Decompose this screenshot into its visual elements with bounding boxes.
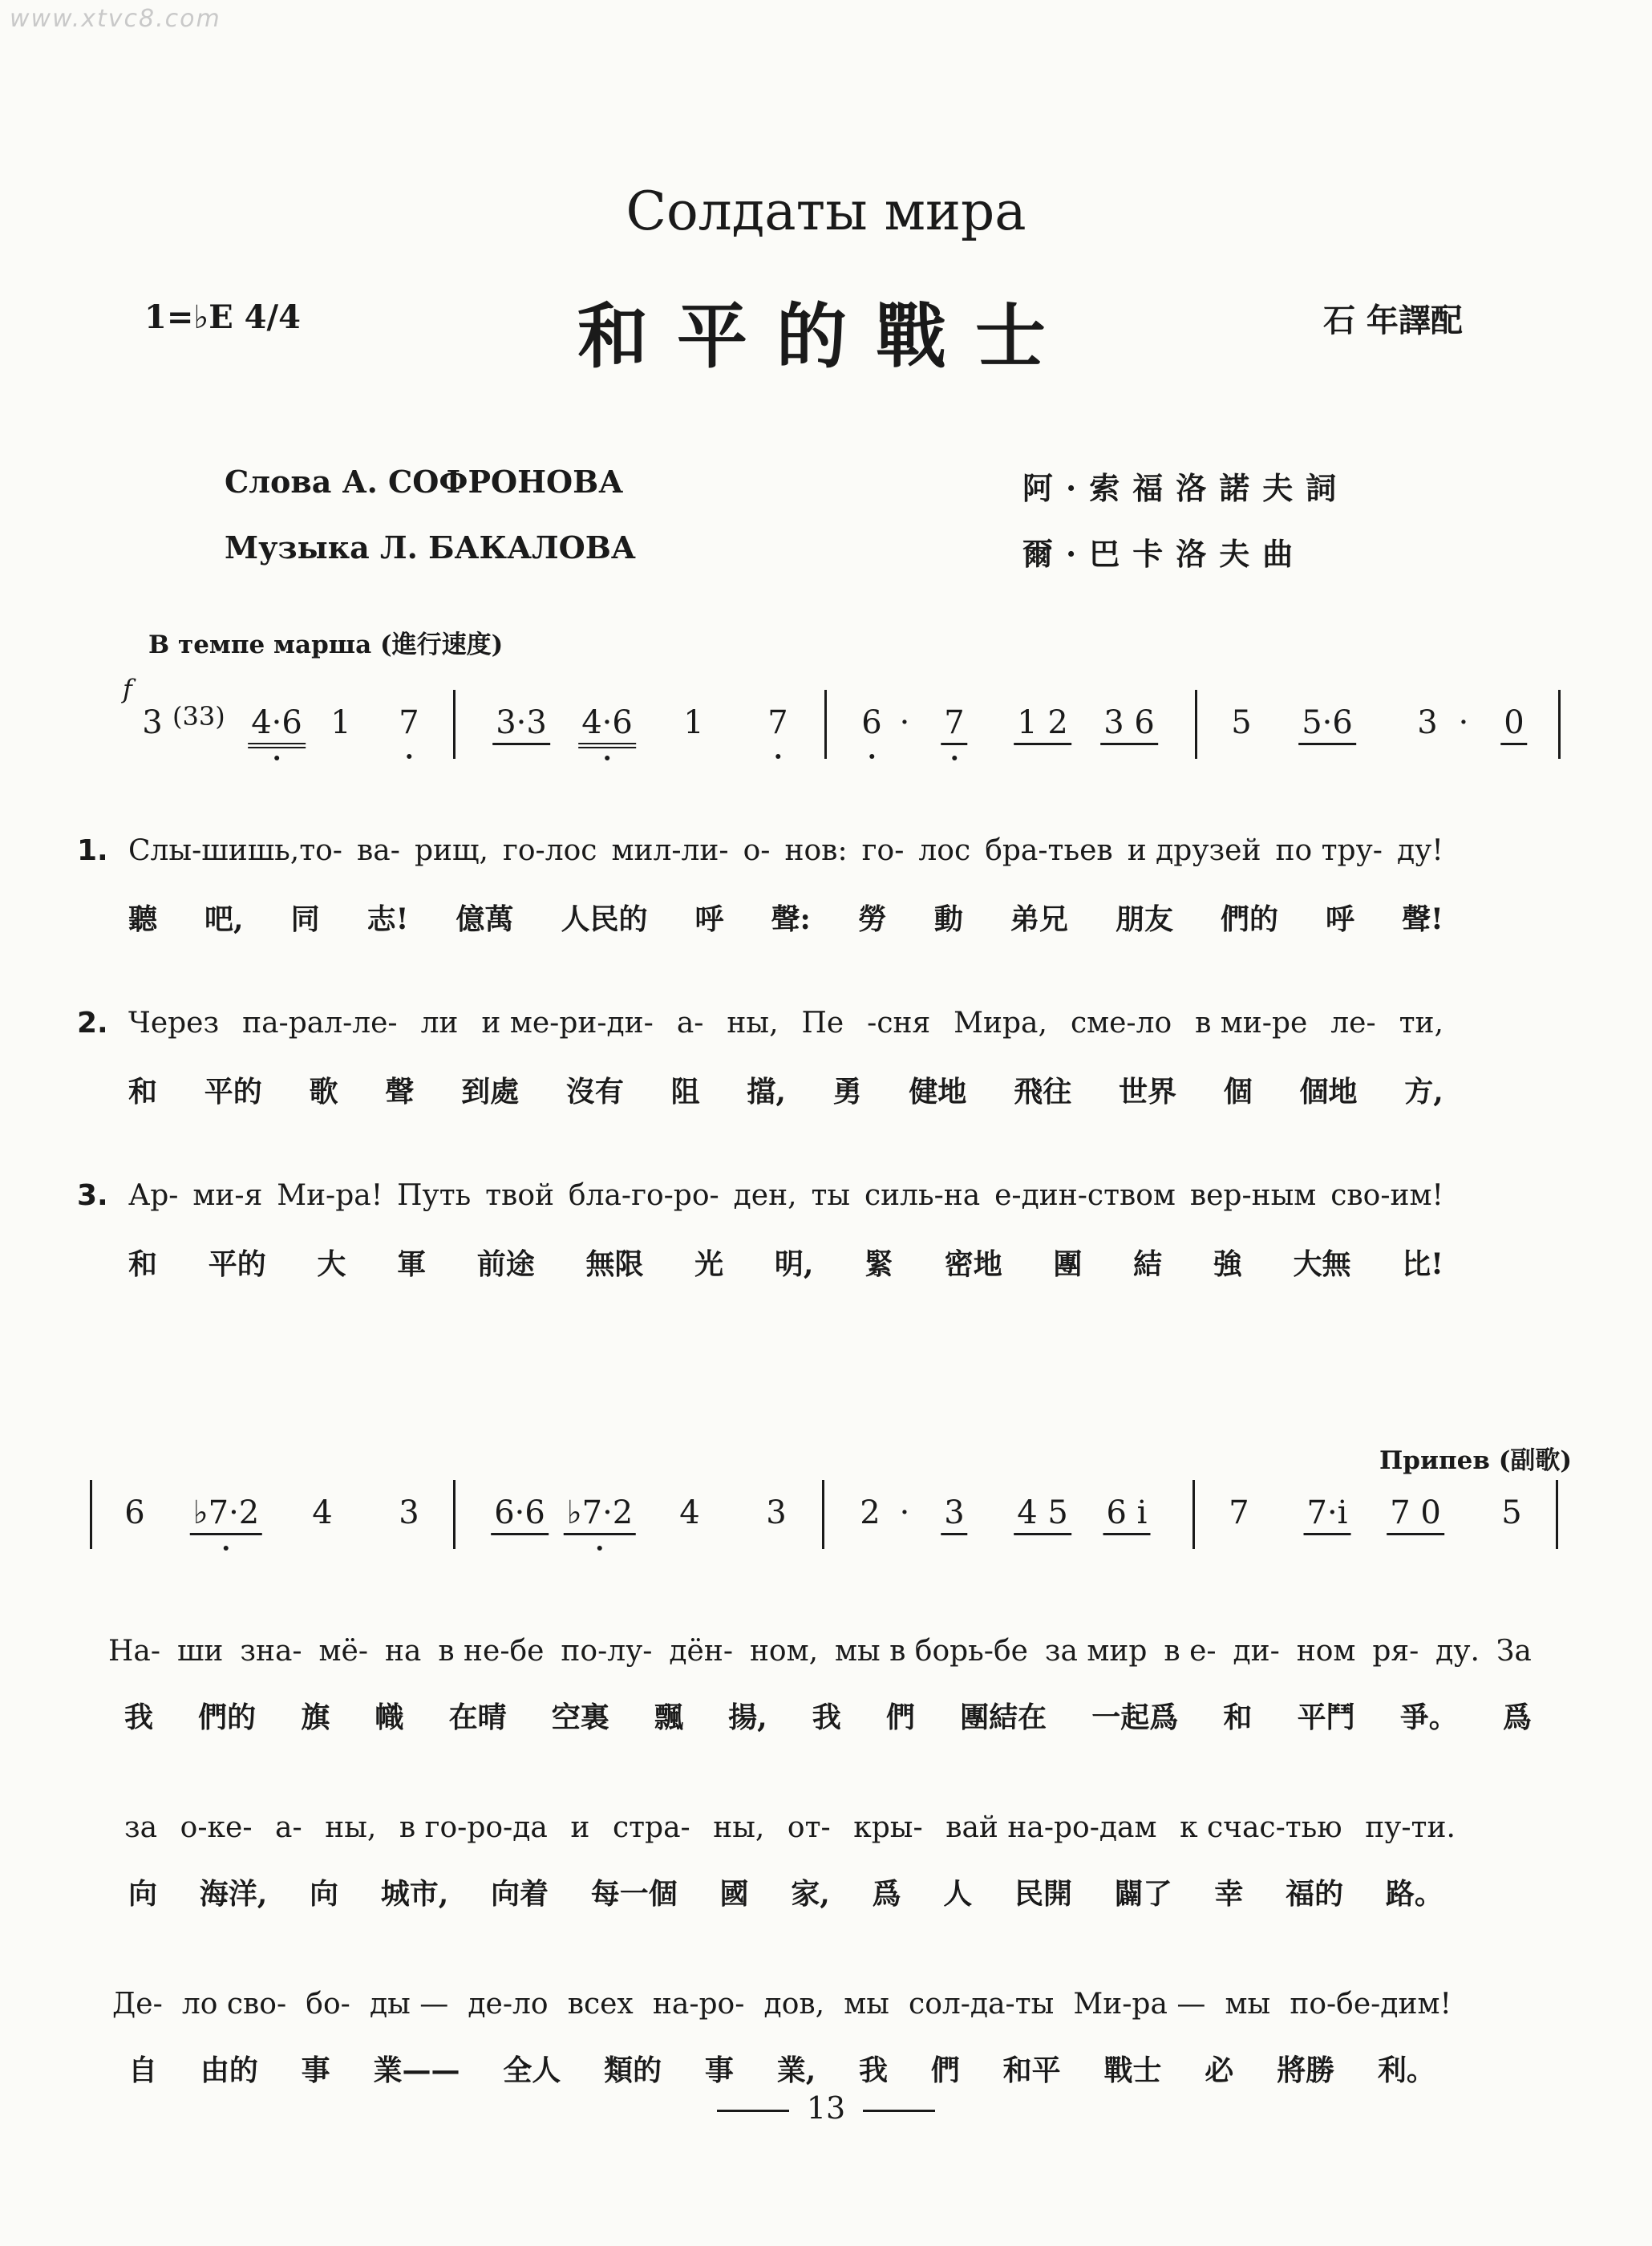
note: 6·6	[491, 1494, 549, 1531]
note: 4·6	[248, 704, 306, 741]
note: 6	[861, 704, 882, 741]
refrain-russian-1: На- ши зна- мё- на в не-бе по-лу- дён- ном, мы в борь-бе за мир в е- ди- ном ря- ду. За	[108, 1635, 1532, 1668]
note: 4	[679, 1494, 700, 1531]
title-russian: Солдаты мира	[626, 180, 1026, 242]
barline	[1556, 1480, 1558, 1549]
words-credit-ru: Слова А. СОФРОНОВА	[225, 464, 624, 500]
notation-line-2	[0, 1480, 1652, 1560]
music-credit-cn: 爾·巴卡洛夫曲	[1022, 536, 1306, 572]
note: 0	[1500, 704, 1527, 741]
note: 1 2	[1014, 704, 1071, 741]
note: 3·3	[492, 704, 550, 741]
note: 7	[941, 704, 967, 741]
verse-number: 1.	[77, 834, 108, 867]
barline	[1195, 690, 1197, 759]
barline	[1192, 1480, 1195, 1549]
note: 3	[399, 1494, 419, 1531]
barline	[1558, 690, 1561, 759]
note: ·	[899, 1494, 910, 1531]
note: 2	[860, 1494, 881, 1531]
refrain-russian-2: за о-ке- а- ны, в го-ро-да и стра- ны, от- кры- вай на-ро-дам к счас-тью пу-ти.	[124, 1811, 1456, 1844]
note: 6	[124, 1494, 145, 1531]
barline	[453, 690, 456, 759]
verse-1-russian: Слы-шишь,то- ва- рищ, го-лос мил-ли- о- нов: го- лос бра-тьев и друзей по тру- ду!	[128, 834, 1443, 867]
note: 5	[1231, 704, 1252, 741]
note: ♭7·2	[190, 1494, 262, 1531]
verse-2-chinese: 和 平的 歌 聲 到處 沒有 阻 擋, 勇 健地 飛往 世界 個 個地 方,	[128, 1075, 1443, 1109]
verse-number: 2.	[77, 1007, 108, 1040]
key-signature: 1=♭E 4/4	[144, 298, 301, 336]
note: ·	[899, 704, 910, 741]
note: 7	[767, 704, 788, 741]
note: 4·6	[578, 704, 636, 741]
verse-2-russian: Через па-рал-ле- ли и ме-ри-ди- а- ны, Пе -сня Мира, сме-ло в ми-ре ле- ти,	[128, 1007, 1443, 1040]
note: 3	[142, 704, 163, 741]
note: 7	[1229, 1494, 1249, 1531]
translator-credit: 石 年譯配	[1323, 302, 1463, 339]
note: 3	[1417, 704, 1438, 741]
note: 6 i	[1103, 1494, 1151, 1531]
note: 5·6	[1298, 704, 1356, 741]
barline	[453, 1480, 456, 1549]
note: 7·i	[1304, 1494, 1351, 1531]
note: 5	[1501, 1494, 1522, 1531]
refrain-chinese-3: 自 由的 事 業—— 全人 類的 事 業, 我 們 和平 戰士 必 將勝 利。	[128, 2053, 1435, 2087]
note: 3	[766, 1494, 787, 1531]
verse-1-chinese: 聽 吧, 同 志! 億萬 人民的 呼 聲: 勞 動 弟兄 朋友 們的 呼 聲!	[128, 902, 1443, 936]
verse-number: 3.	[77, 1179, 108, 1212]
refrain-russian-3: Де- ло сво- бо- ды — де-ло всех на-ро- дов, мы сол-да-ты Ми-ра — мы по-бе-дим!	[112, 1988, 1452, 2021]
note: ·	[1458, 704, 1469, 741]
note: 1	[683, 704, 704, 741]
note: 3 6	[1100, 704, 1158, 741]
note: 1	[330, 704, 351, 741]
note: 7 0	[1387, 1494, 1444, 1531]
barline	[822, 1480, 824, 1549]
dynamic-mark: f	[123, 674, 132, 704]
barline	[824, 690, 827, 759]
note: 7	[399, 704, 419, 741]
grace-notes: (33)	[172, 701, 225, 732]
page-number: 13	[0, 2090, 1652, 2126]
verse-3-russian: Ар- ми-я Ми-ра! Путь твой бла-го-ро- ден, ты силь-на е-дин-ством вер-ным сво-им!	[128, 1179, 1443, 1212]
note: 4	[312, 1494, 333, 1531]
barline	[90, 1480, 92, 1549]
tempo-marking: В темпе марша (進行速度)	[148, 630, 504, 659]
title-chinese: 和平的戰士	[577, 294, 1075, 378]
note: 3	[941, 1494, 967, 1531]
notation-line-1	[0, 674, 1652, 770]
refrain-chinese-1: 我 們的 旗 幟 在晴 空裏 飄 揚, 我 們 團結在 一起爲 和 平鬥 爭。 爲	[124, 1701, 1532, 1734]
note: 4 5	[1014, 1494, 1071, 1531]
verse-3-chinese: 和 平的 大 軍 前途 無限 光 明, 緊 密地 團 結 強 大無 比!	[128, 1247, 1443, 1281]
words-credit-cn: 阿·索福洛諾夫詞	[1022, 470, 1350, 506]
watermark: www.xtvc8.com	[10, 5, 221, 33]
note: ♭7·2	[564, 1494, 636, 1531]
music-credit-ru: Музыка Л. БАКАЛОВА	[225, 529, 636, 566]
refrain-label: Припев (副歌)	[1379, 1446, 1573, 1475]
refrain-chinese-2: 向 海洋, 向 城市, 向着 每一個 國 家, 爲 人 民開 闢了 幸 福的 路。	[128, 1877, 1443, 1911]
